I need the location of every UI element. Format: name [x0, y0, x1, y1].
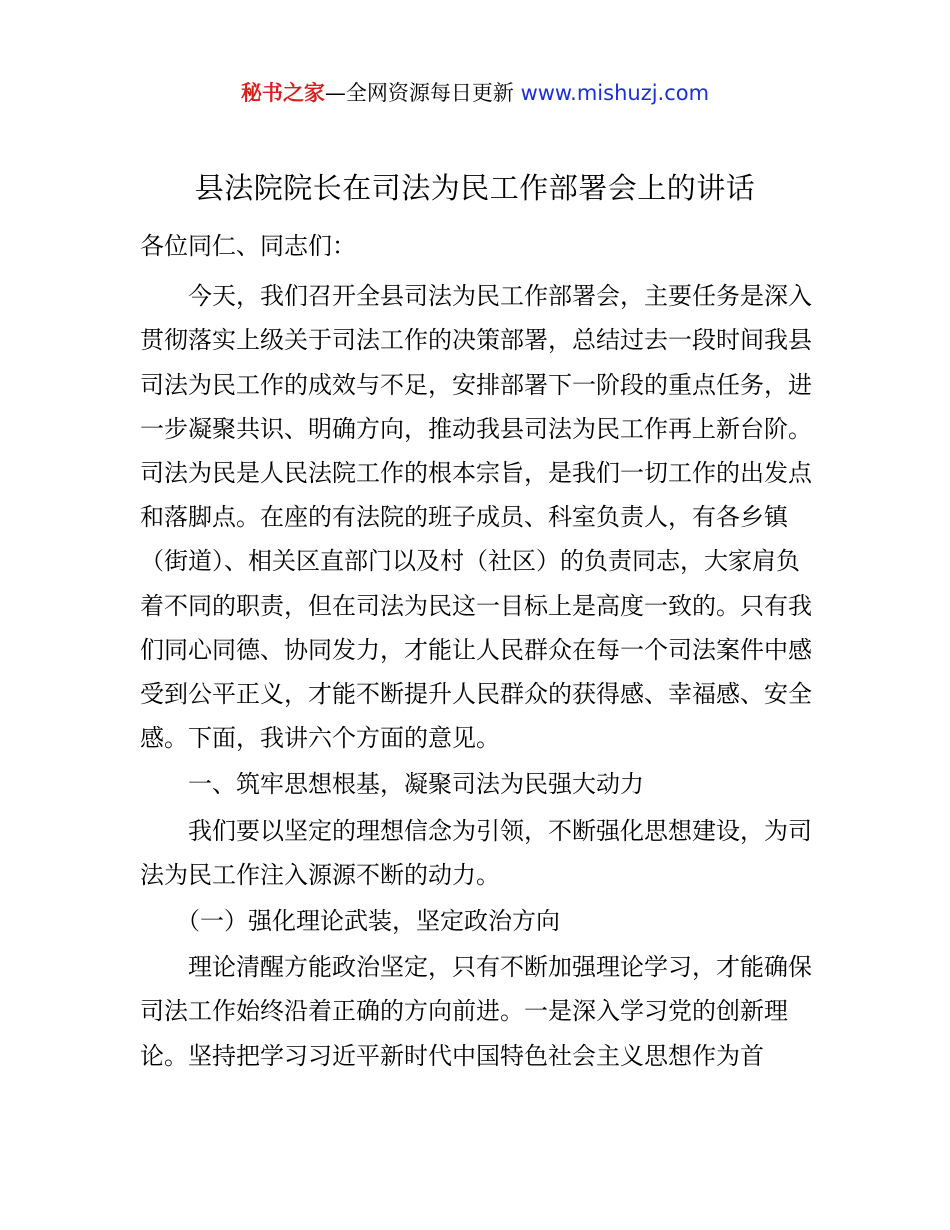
header-tagline: —全网资源每日更新 — [324, 81, 521, 105]
site-url-link[interactable]: www.mishuzj.com — [520, 81, 710, 105]
document-body — [140, 224, 820, 1078]
paragraph-intro: 今天，我们召开全县司法为民工作部署会，主要任务是深入贯彻落实上级关于司法工作的决策部署，总结过去一段时间我县司法为民工作的成效与不足，安排部署下一阶段的重点任务，进一步凝聚共识、明确方向，推动我县司法为民工作再上新台阶。司法为民是人民法院工作的根本宗旨，是我们一切工作的出发点和落脚点。在座的有法院的班子成员、科室负责人，有各乡镇（街道）、相关区直部门以及村（社区）的负责同志，大家肩负着不同的职责，但在司法为民这一目标上是高度一致的。只有我们同心同德、协同发力，才能让人民群众在每一个司法案件中感受到公平正义，才能不断提升人民群众的获得感、幸福感、安全感。下面，我讲六个方面的意见。 — [140, 282, 812, 753]
salutation: 各位同仁、同志们： — [140, 232, 356, 260]
document-title: 县法院院长在司法为民工作部署会上的讲话 — [194, 171, 756, 205]
paragraph-subsection-1: 理论清醒方能政治坚定，只有不断加强理论学习，才能确保司法工作始终沿着正确的方向前进。一是深入学习党的创新理论。坚持把学习习近平新时代中国特色社会主义思想作为首 — [140, 953, 812, 1070]
site-header — [0, 78, 950, 108]
section-heading-1: 一、筑牢思想根基，凝聚司法为民强大动力 — [188, 770, 644, 799]
paragraph-section-1: 我们要以坚定的理想信念为引领，不断强化思想建设，为司法为民工作注入源源不断的动力。 — [140, 816, 812, 889]
subsection-heading-1: （一）强化理论武装，坚定政治方向 — [176, 907, 560, 936]
site-brand: 秘书之家 — [240, 81, 325, 105]
